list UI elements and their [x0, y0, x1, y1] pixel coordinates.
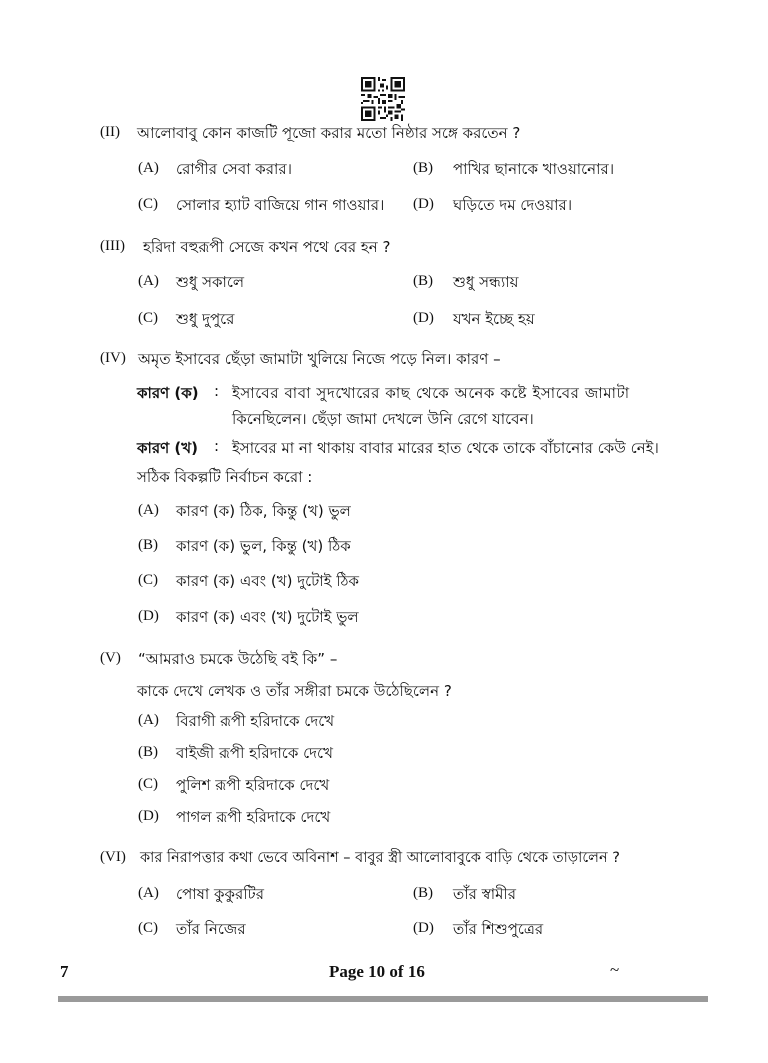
reason-k-line-1: ইসাবের বাবা সুদখোরের কাছ থেকে অনেক কষ্টে ইসাবের জামাটা: [232, 384, 630, 402]
q2-option-d-text: ঘড়িতে দম দেওয়ার।: [453, 196, 573, 214]
q3-option-d-text: যখন ইচ্ছে হয়: [453, 310, 535, 328]
page-number: Page 10 of 16: [329, 962, 425, 981]
q6-option-a-text: পোষা কুকুরটির: [176, 885, 264, 903]
question-2-number: (II): [100, 124, 120, 140]
q6-option-d-text: তাঁর শিশুপুত্রের: [453, 920, 544, 938]
q5-option-d-text: পাগল রূপী হরিদাকে দেখে: [176, 808, 331, 826]
q2-option-b-label: (B): [413, 160, 433, 176]
q2-option-a-text: রোগীর সেবা করার।: [176, 160, 292, 178]
question-5-quote: “আমরাও চমকে উঠেছি বই কি” –: [138, 650, 338, 668]
q5-option-b-label: (B): [138, 744, 158, 760]
reason-k-colon: :: [214, 382, 220, 400]
reason-kh-colon: :: [214, 437, 220, 455]
question-4-number: (IV): [100, 350, 126, 366]
q4-option-a-text: কারণ (ক) ঠিক, কিন্তু (খ) ভুল: [176, 502, 351, 520]
q4-option-d-label: (D): [138, 608, 159, 624]
question-6-text: কার নিরাপত্তার কথা ভেবে অবিনাশ – বাবুর স্ত্রী আলোবাবুকে বাড়ি থেকে তাড়ালেন ?: [140, 850, 620, 866]
q2-option-c-label: (C): [138, 196, 158, 212]
q4-option-c-text: কারণ (ক) এবং (খ) দুটোই ঠিক: [176, 572, 360, 590]
q4-option-b-text: কারণ (ক) ভুল, কিন্তু (খ) ঠিক: [176, 537, 351, 555]
q5-option-c-text: পুলিশ রূপী হরিদাকে দেখে: [176, 776, 330, 794]
reason-k-label: কারণ (ক): [137, 384, 199, 402]
question-2-text: আলোবাবু কোন কাজটি পূজো করার মতো নিষ্ঠার সঙ্গে করতেন ?: [137, 124, 521, 142]
reason-kh-label: কারণ (খ): [137, 439, 198, 457]
q5-option-c-label: (C): [138, 776, 158, 792]
reason-kh-text: ইসাবের মা না থাকায় বাবার মারের হাত থেকে তাকে বাঁচানোর কেউ নেই।: [232, 439, 659, 457]
q6-option-b-label: (B): [413, 885, 433, 901]
question-5-number: (V): [100, 650, 121, 666]
q6-option-d-label: (D): [413, 920, 434, 936]
question-6-number: (VI): [100, 849, 126, 865]
reason-k-line-2: কিনেছিলেন। ছেঁড়া জামা দেখলে উনি রেগে যাবেন।: [232, 410, 534, 428]
q6-option-c-label: (C): [138, 920, 158, 936]
q2-option-a-label: (A): [138, 160, 159, 176]
q5-option-a-label: (A): [138, 712, 159, 728]
question-4-instruction: সঠিক বিকল্পটি নির্বাচন করো :: [137, 468, 313, 486]
q6-option-a-label: (A): [138, 885, 159, 901]
q3-option-b-label: (B): [413, 273, 433, 289]
footer-code: 7: [60, 962, 69, 981]
q2-option-c-text: সোলার হ্যাট বাজিয়ে গান গাওয়ার।: [176, 196, 385, 214]
question-5-text: কাকে দেখে লেখক ও তাঁর সঙ্গীরা চমকে উঠেছিলেন ?: [137, 682, 452, 700]
q3-option-c-label: (C): [138, 310, 158, 326]
q5-option-b-text: বাইজী রূপী হরিদাকে দেখে: [176, 744, 333, 762]
q2-option-d-label: (D): [413, 196, 434, 212]
q6-option-b-text: তাঁর স্বামীর: [453, 885, 516, 903]
q3-option-b-text: শুধু সন্ধ্যায়: [453, 273, 519, 291]
q5-option-a-text: বিরাগী রূপী হরিদাকে দেখে: [176, 712, 335, 730]
q6-option-c-text: তাঁর নিজের: [176, 920, 246, 938]
q4-option-c-label: (C): [138, 572, 158, 588]
q4-option-d-text: কারণ (ক) এবং (খ) দুটোই ভুল: [176, 608, 359, 626]
q2-option-b-text: পাখির ছানাকে খাওয়ানোর।: [453, 160, 615, 178]
footer-divider: [58, 996, 708, 1002]
q3-option-d-label: (D): [413, 310, 434, 326]
question-3-text: হরিদা বহুরূপী সেজে কখন পথে বের হন ?: [143, 238, 391, 256]
question-4-text: অমৃত ইসাবের ছেঁড়া জামাটা খুলিয়ে নিজে পড়ে নিল। কারণ –: [138, 350, 501, 368]
q4-option-b-label: (B): [138, 537, 158, 553]
q3-option-a-text: শুধু সকালে: [176, 273, 245, 291]
q3-option-c-text: শুধু দুপুরে: [176, 310, 235, 328]
question-3-number: (III): [100, 238, 125, 254]
qr-code: [361, 77, 405, 121]
q3-option-a-label: (A): [138, 273, 159, 289]
q4-option-a-label: (A): [138, 502, 159, 518]
q5-option-d-label: (D): [138, 808, 159, 824]
footer-mark: ~: [610, 960, 620, 979]
